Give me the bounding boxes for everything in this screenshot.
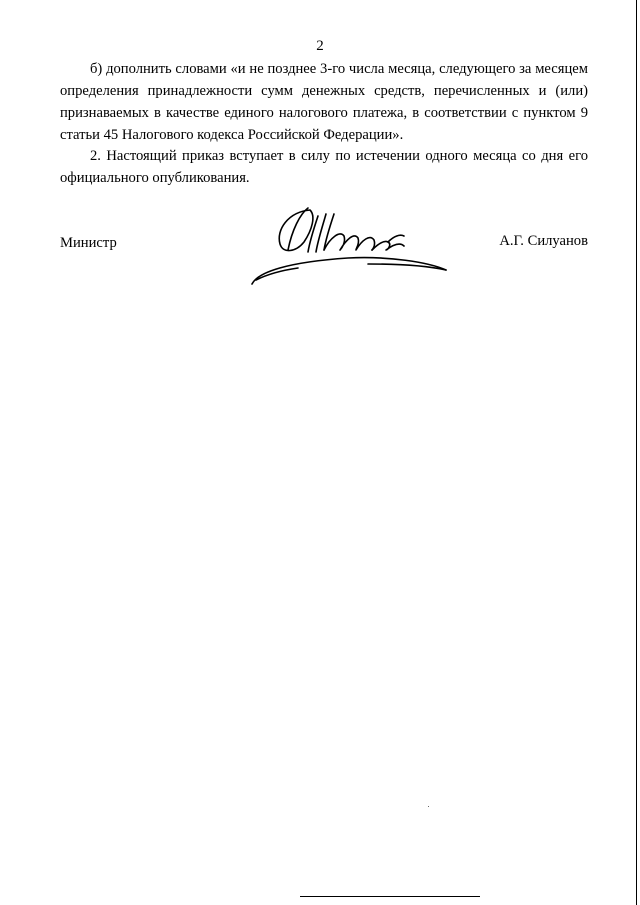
scan-edge-line — [300, 896, 480, 897]
paragraph-b-line: б) дополнить словами «и не позднее 3-го числа месяца, следующего за месяцем — [90, 61, 588, 77]
paragraph-b-line: статьи 45 Налогового кодекса Российской Федерации». — [60, 127, 404, 143]
scan-edge-line — [636, 0, 637, 905]
handwritten-signature — [248, 200, 458, 290]
page-number: 2 — [316, 38, 324, 54]
paragraph-b-line: признаваемых в качестве единого налогового платежа, в соответствии с пунктом 9 — [60, 105, 588, 121]
minister-title: Министр — [60, 235, 117, 251]
scan-speck — [428, 806, 429, 807]
paragraph-2 — [60, 145, 588, 189]
paragraph-b-line: определения принадлежности сумм денежных средств, перечисленных и (или) — [60, 83, 588, 99]
paragraph-2-line: официального опубликования. — [60, 170, 250, 186]
paragraph-2-line: 2. Настоящий приказ вступает в силу по истечении одного месяца со дня его — [90, 148, 588, 164]
paragraph-b — [60, 58, 588, 146]
minister-name: А.Г. Силуанов — [499, 233, 588, 249]
